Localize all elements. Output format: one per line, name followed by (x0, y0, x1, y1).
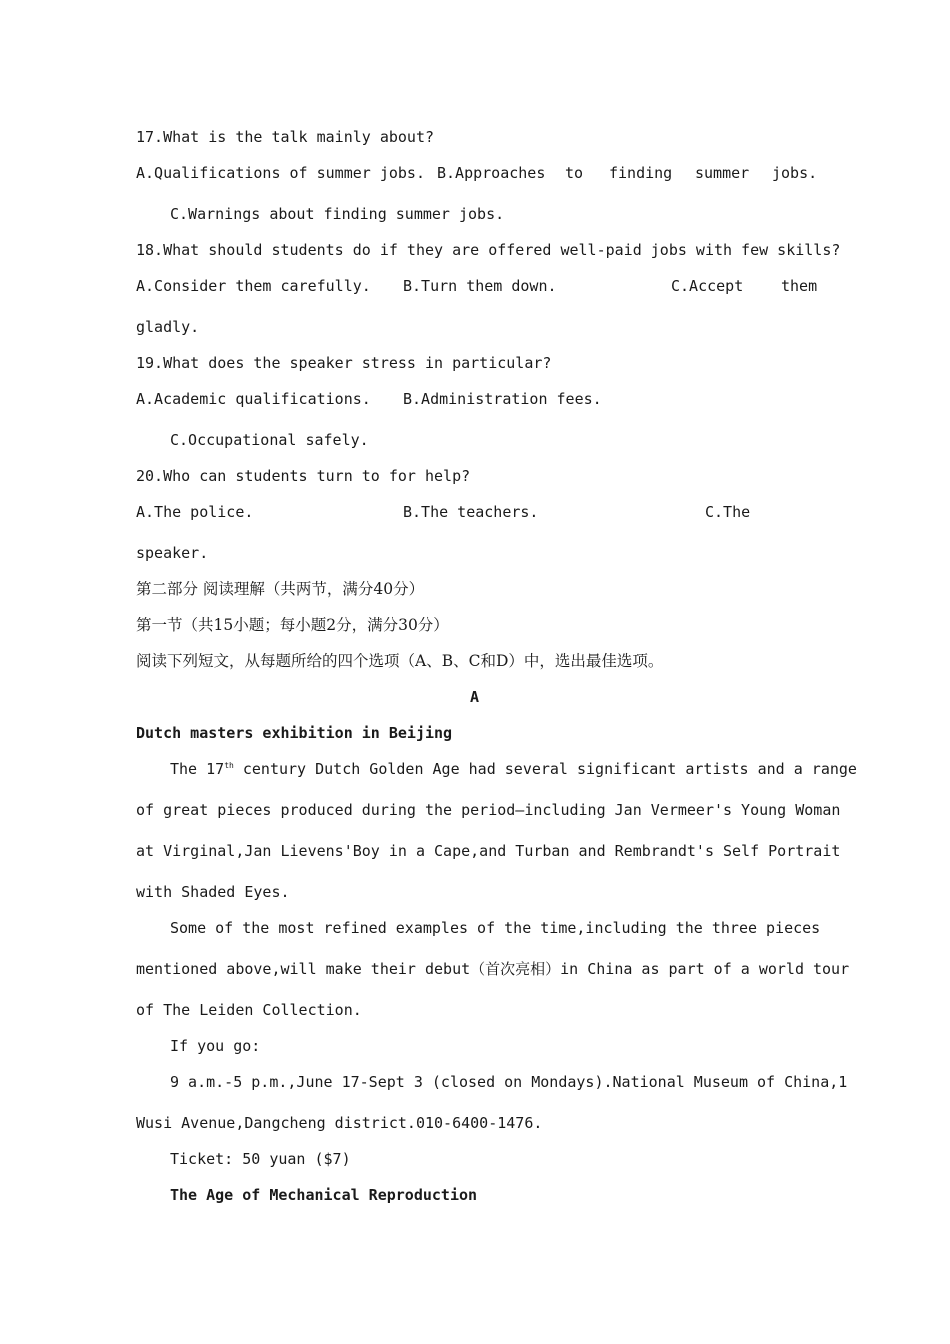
question-18-option-c-continued: gladly. (136, 318, 200, 336)
question-18-option-a: A.Consider them carefully. (136, 277, 371, 295)
question-18-option-b: B.Turn them down. (403, 277, 557, 295)
question-19-option-c: C.Occupational safely. (170, 431, 369, 449)
if-you-go-label: If you go: (170, 1037, 261, 1055)
question-17-option-c: C.Warnings about finding summer jobs. (170, 205, 505, 223)
passage-heading: Dutch masters exhibition in Beijing (136, 724, 453, 742)
paragraph-1-line-3: at Virginal,Jan Lievens'Boy in a Cape,and Turban and Rembrandt's Self Portrait (136, 842, 841, 860)
paragraph-2-line-2: mentioned above,will make their debut（首次亮相）in China as part of a world tour (136, 960, 850, 978)
paragraph-1-line-1: The 17th century Dutch Golden Age had several significant artists and a range (170, 760, 857, 778)
question-20-stem: 20.Who can students turn to for help? (136, 467, 471, 485)
question-17-option-b-word: summer (695, 164, 750, 182)
question-20-option-a: A.The police. (136, 503, 254, 521)
paragraph-2-line-1: Some of the most refined examples of the time,including the three pieces (170, 919, 821, 937)
question-20-option-c-continued: speaker. (136, 544, 209, 562)
question-17-option-b: B.Approaches (437, 164, 546, 182)
question-19-option-a: A.Academic qualifications. (136, 390, 371, 408)
question-20-option-c: C.The (705, 503, 751, 521)
paragraph-1-line-4: with Shaded Eyes. (136, 883, 290, 901)
paragraph-2-line-3: of The Leiden Collection. (136, 1001, 362, 1019)
question-20-option-b: B.The teachers. (403, 503, 539, 521)
question-18-option-c: C.Accept (671, 277, 744, 295)
part-title: 第二部分 阅读理解（共两节，满分40分） (136, 580, 425, 598)
visit-info-line-2: Wusi Avenue,Dangcheng district.010-6400-1476. (136, 1114, 543, 1132)
question-19-stem: 19.What does the speaker stress in particular? (136, 354, 552, 372)
visit-info-line-1: 9 a.m.-5 p.m.,June 17-Sept 3 (closed on Mondays).National Museum of China,1 (170, 1073, 848, 1091)
passage-label: A (470, 688, 480, 706)
next-exhibition-heading: The Age of Mechanical Reproduction (170, 1186, 478, 1204)
question-17-option-b-word: to (565, 164, 584, 182)
question-17-stem: 17.What is the talk mainly about? (136, 128, 435, 146)
instruction: 阅读下列短文，从每题所给的四个选项（A、B、C和D）中，选出最佳选项。 (136, 652, 664, 670)
question-17-option-b-word: finding (609, 164, 673, 182)
question-17-option-b-word: jobs. (772, 164, 818, 182)
question-18-stem: 18.What should students do if they are offered well-paid jobs with few skills? (136, 241, 841, 259)
question-18-option-c-word: them (781, 277, 818, 295)
sub-title: 第一节（共15小题；每小题2分，满分30分） (136, 616, 449, 634)
question-17-option-a: A.Qualifications of summer jobs. (136, 164, 425, 182)
question-19-option-b: B.Administration fees. (403, 390, 602, 408)
paragraph-1-line-2: of great pieces produced during the period—including Jan Vermeer's Young Woman (136, 801, 841, 819)
ticket-price: Ticket: 50 yuan ($7) (170, 1150, 351, 1168)
